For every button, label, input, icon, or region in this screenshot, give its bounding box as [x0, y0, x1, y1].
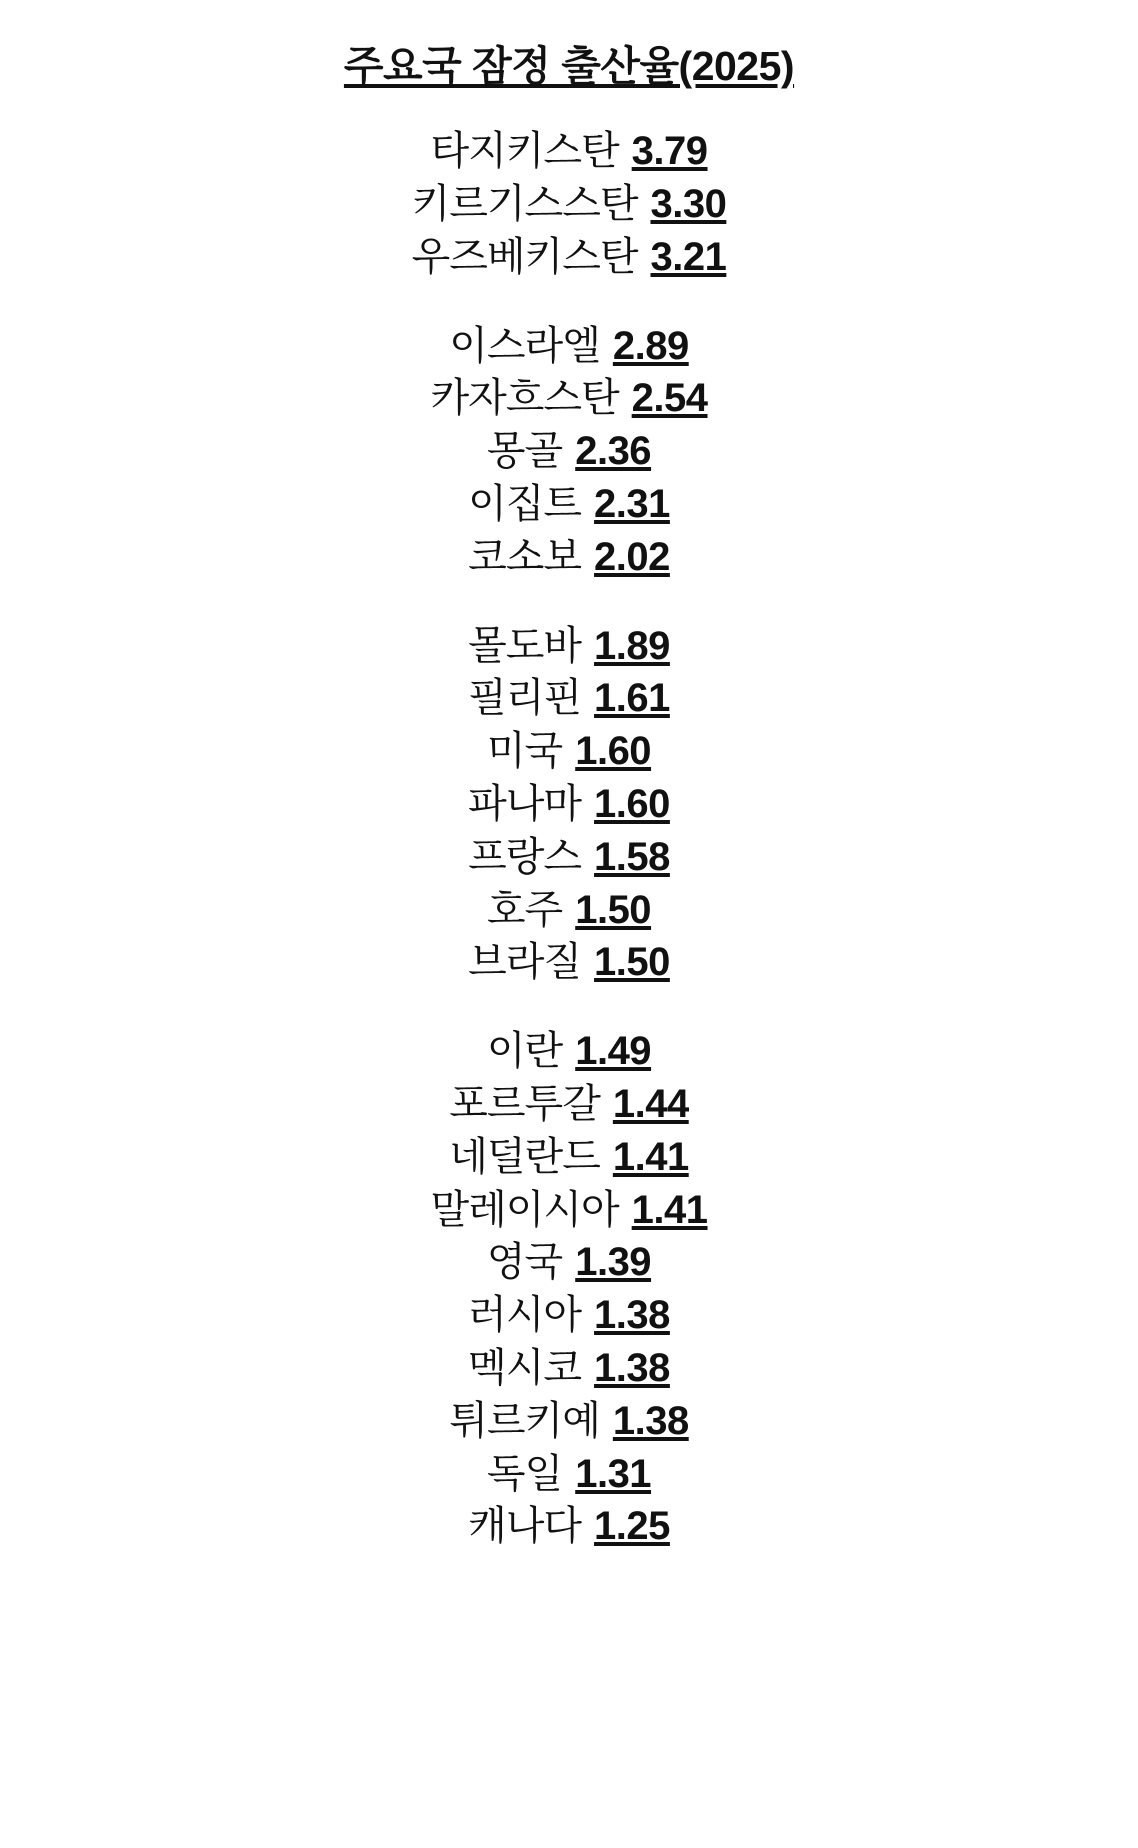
country-label: 이스라엘	[449, 323, 600, 368]
country-label: 몽골	[486, 429, 563, 474]
country-label: 브라질	[468, 940, 582, 985]
fertility-rate-value: 1.50	[575, 887, 652, 932]
fertility-rate-value: 1.25	[594, 1504, 670, 1549]
fertility-rate-value: 3.30	[650, 181, 727, 226]
fertility-rate-value: 1.49	[575, 1029, 652, 1074]
list-item	[449, 1395, 688, 1448]
fertility-rate-value: 1.39	[575, 1240, 652, 1285]
country-label: 우즈베키스탄	[411, 234, 638, 279]
list-item	[468, 1342, 670, 1395]
list-item	[487, 1025, 651, 1078]
fertility-rate-value: 2.02	[594, 534, 670, 579]
list-item	[468, 1500, 670, 1553]
fertility-rate-value: 1.44	[612, 1081, 689, 1126]
country-label: 파나마	[468, 781, 582, 826]
fertility-rate-value: 1.89	[594, 623, 670, 668]
list-item	[468, 620, 670, 673]
country-label: 영국	[486, 1240, 563, 1285]
list-group	[0, 320, 1138, 584]
fertility-rate-value: 1.58	[594, 834, 670, 879]
country-label: 러시아	[468, 1293, 582, 1338]
list-item	[487, 884, 651, 937]
fertility-rate-value: 1.61	[594, 676, 670, 721]
list-item	[449, 320, 688, 373]
list-group	[0, 1025, 1138, 1553]
country-label: 타지키스탄	[430, 129, 619, 174]
fertility-rate-value: 1.60	[575, 729, 652, 774]
country-label: 프랑스	[468, 834, 582, 879]
country-label: 이집트	[468, 481, 582, 526]
list-group	[0, 620, 1138, 990]
country-label: 키르기스스탄	[411, 181, 638, 226]
list-item	[449, 1131, 688, 1184]
list-item	[430, 1184, 707, 1237]
country-label: 캐나다	[468, 1504, 582, 1549]
list-item	[468, 778, 670, 831]
fertility-rate-value: 1.60	[594, 781, 670, 826]
country-label: 포르투갈	[449, 1081, 600, 1126]
list-item	[468, 478, 670, 531]
fertility-rate-value: 3.21	[650, 234, 727, 279]
list-item	[412, 178, 727, 231]
list-item	[430, 125, 707, 178]
fertility-rate-value: 2.54	[631, 376, 708, 421]
fertility-rate-value: 2.31	[594, 481, 670, 526]
country-label: 코소보	[468, 534, 582, 579]
list-item	[468, 831, 670, 884]
list-item	[430, 372, 707, 425]
fertility-rate-value: 1.50	[594, 940, 670, 985]
country-label: 멕시코	[468, 1345, 582, 1390]
country-label: 호주	[486, 887, 563, 932]
country-label: 카자흐스탄	[430, 376, 619, 421]
list-item	[449, 1078, 688, 1131]
fertility-rate-value: 2.36	[575, 429, 652, 474]
list-item	[487, 725, 651, 778]
fertility-rate-value: 3.79	[631, 129, 708, 174]
list-item	[487, 1236, 651, 1289]
list-item	[468, 1289, 670, 1342]
list-item	[487, 1448, 651, 1501]
list-item	[412, 231, 727, 284]
fertility-rate-value: 2.89	[612, 323, 689, 368]
country-label: 독일	[486, 1451, 563, 1496]
fertility-rate-value: 1.38	[594, 1345, 670, 1390]
page-title: 주요국 잠정 출산율(2025)	[343, 43, 795, 89]
list-item	[468, 531, 670, 584]
list-item	[468, 672, 670, 725]
fertility-rate-list	[0, 125, 1138, 1553]
country-label: 이란	[486, 1029, 563, 1074]
list-group	[0, 125, 1138, 283]
country-label: 몰도바	[468, 623, 582, 668]
fertility-rate-value: 1.41	[612, 1134, 689, 1179]
fertility-rate-value: 1.38	[612, 1398, 689, 1443]
country-label: 네덜란드	[449, 1134, 600, 1179]
country-label: 필리핀	[468, 676, 582, 721]
fertility-rate-value: 1.38	[594, 1293, 670, 1338]
fertility-rate-value: 1.31	[575, 1451, 652, 1496]
list-item	[468, 936, 670, 989]
country-label: 튀르키예	[449, 1398, 600, 1443]
list-item	[487, 425, 651, 478]
country-label: 미국	[486, 729, 563, 774]
fertility-rate-value: 1.41	[631, 1187, 708, 1232]
country-label: 말레이시아	[430, 1187, 619, 1232]
